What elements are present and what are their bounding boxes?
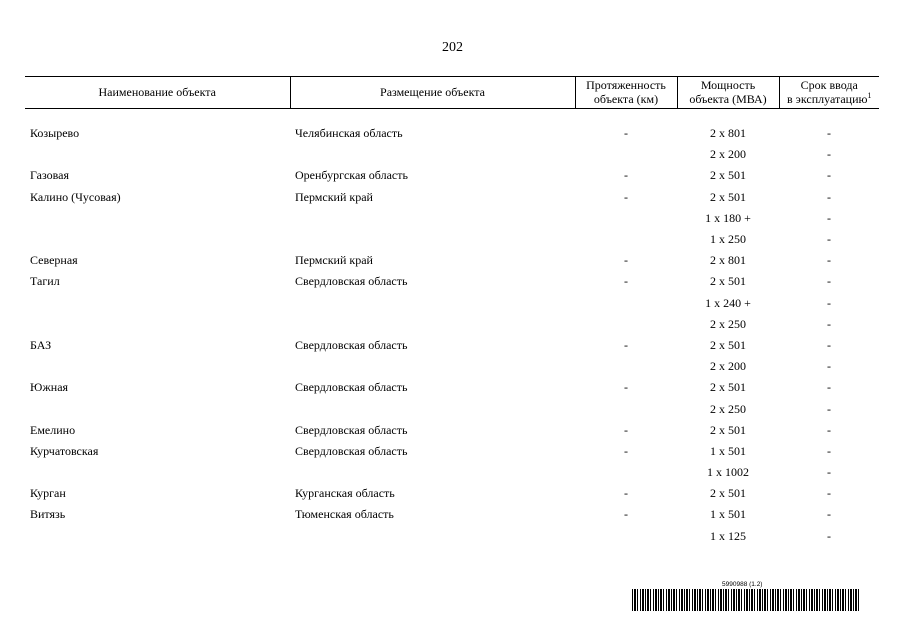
row-capacity: 1 x 250 [710, 232, 746, 247]
row-location: Оренбургская область [295, 168, 408, 183]
table-row [25, 208, 879, 229]
row-name [25, 398, 290, 419]
row-location: Пермский край [295, 189, 373, 204]
barcode-label: 5990988 (1.2) [722, 581, 763, 588]
row-capacity: 1 x 501 [710, 443, 746, 458]
row-name: Козырево [30, 126, 80, 141]
row-date: - [827, 422, 831, 437]
table-row [25, 483, 879, 504]
row-length: - [624, 168, 628, 183]
row-location: Пермский край [295, 253, 373, 268]
header-location: Размещение объекта [290, 77, 575, 109]
row-capacity: 2 x 501 [710, 422, 746, 437]
header-capacity-line2: объекта (МВА) [689, 92, 767, 106]
row-length [575, 526, 677, 547]
row-length: - [624, 380, 628, 395]
row-length: - [624, 337, 628, 352]
row-capacity: 2 x 501 [710, 274, 746, 289]
row-length: - [624, 486, 628, 501]
row-name: Курган [30, 486, 66, 501]
row-date: - [827, 168, 831, 183]
row-name: Тагил [30, 274, 60, 289]
row-capacity: 2 x 200 [710, 147, 746, 162]
table-row [25, 377, 879, 398]
row-capacity: 1 x 180 + [705, 210, 751, 225]
table-row [25, 229, 879, 250]
row-name [25, 462, 290, 483]
row-date: - [827, 274, 831, 289]
row-capacity: 2 x 501 [710, 168, 746, 183]
header-date [779, 77, 879, 109]
row-date: - [827, 401, 831, 416]
row-name: Северная [30, 253, 78, 268]
row-length [575, 144, 677, 165]
header-name: Наименование объекта [25, 77, 290, 109]
row-capacity: 1 x 501 [710, 507, 746, 522]
row-date: - [827, 295, 831, 310]
row-length: - [624, 507, 628, 522]
table-body [25, 109, 879, 547]
row-name: Южная [30, 380, 69, 395]
table-row [25, 187, 879, 208]
barcode [632, 589, 859, 611]
row-capacity: 1 x 1002 [707, 465, 749, 480]
table-row [25, 526, 879, 547]
row-length: - [624, 126, 628, 141]
row-location [290, 398, 575, 419]
row-length: - [624, 189, 628, 204]
row-location: Свердловская область [295, 380, 408, 395]
row-name [25, 208, 290, 229]
row-capacity: 2 x 501 [710, 380, 746, 395]
row-length [575, 293, 677, 314]
row-capacity: 1 x 240 + [705, 295, 751, 310]
row-date: - [827, 443, 831, 458]
row-name [25, 314, 290, 335]
row-length: - [624, 253, 628, 268]
row-location: Свердловская область [295, 274, 408, 289]
table-row [25, 314, 879, 335]
row-capacity: 2 x 801 [710, 126, 746, 141]
row-name: БАЗ [30, 337, 52, 352]
header-length-line1: Протяженность [586, 78, 666, 92]
row-name: Емелино [30, 422, 76, 437]
row-capacity: 2 x 501 [710, 486, 746, 501]
row-capacity: 2 x 250 [710, 401, 746, 416]
table-row [25, 504, 879, 525]
row-name [25, 144, 290, 165]
row-capacity: 2 x 501 [710, 189, 746, 204]
row-capacity: 2 x 200 [710, 359, 746, 374]
row-date: - [827, 486, 831, 501]
table-row [25, 293, 879, 314]
row-date: - [827, 528, 831, 543]
row-name: Витязь [30, 507, 66, 522]
table-row [25, 123, 879, 144]
table-row [25, 335, 879, 356]
row-capacity: 2 x 801 [710, 253, 746, 268]
row-location [290, 314, 575, 335]
table-row [25, 356, 879, 377]
table-row [25, 441, 879, 462]
row-date: - [827, 147, 831, 162]
row-length [575, 462, 677, 483]
row-date: - [827, 232, 831, 247]
row-location [290, 229, 575, 250]
row-location: Свердловская область [295, 422, 408, 437]
row-location: Курганская область [295, 486, 395, 501]
row-date: - [827, 210, 831, 225]
row-location [290, 293, 575, 314]
header-date-line1: Срок ввода [800, 78, 858, 92]
row-location [290, 208, 575, 229]
row-capacity: 2 x 250 [710, 316, 746, 331]
row-length [575, 314, 677, 335]
row-date: - [827, 337, 831, 352]
row-length: - [624, 443, 628, 458]
row-length: - [624, 274, 628, 289]
row-date: - [827, 189, 831, 204]
table-row [25, 250, 879, 271]
row-date: - [827, 316, 831, 331]
row-length [575, 356, 677, 377]
row-location [290, 144, 575, 165]
row-date: - [827, 126, 831, 141]
table-row [25, 398, 879, 419]
row-capacity: 1 x 125 [710, 528, 746, 543]
row-location: Тюменская область [295, 507, 394, 522]
footnote-marker: 1 [867, 91, 872, 100]
row-date: - [827, 253, 831, 268]
row-location [290, 462, 575, 483]
row-date: - [827, 507, 831, 522]
row-location: Челябинская область [295, 126, 403, 141]
row-name [25, 526, 290, 547]
row-date: - [827, 359, 831, 374]
row-length: - [624, 422, 628, 437]
table-row [25, 144, 879, 165]
row-date: - [827, 380, 831, 395]
row-length [575, 229, 677, 250]
table-row [25, 462, 879, 483]
row-location: Свердловская область [295, 443, 408, 458]
row-location [290, 526, 575, 547]
table-row [25, 420, 879, 441]
row-name: Курчатовская [30, 443, 99, 458]
row-name [25, 293, 290, 314]
row-name: Калино (Чусовая) [30, 189, 121, 204]
row-name [25, 229, 290, 250]
row-capacity: 2 x 501 [710, 337, 746, 352]
header-length-line2: объекта (км) [593, 92, 659, 106]
page-number: 202 [442, 40, 463, 55]
row-length [575, 398, 677, 419]
header-date-line2: в эксплуатацию [787, 92, 868, 106]
row-name [25, 356, 290, 377]
table-header-row [25, 77, 879, 109]
row-location: Свердловская область [295, 337, 408, 352]
table-row [25, 165, 879, 186]
header-length [575, 77, 677, 109]
row-length [575, 208, 677, 229]
header-capacity [677, 77, 779, 109]
row-location [290, 356, 575, 377]
row-date: - [827, 465, 831, 480]
objects-table [25, 76, 879, 547]
table-row [25, 271, 879, 292]
header-capacity-line1: Мощность [700, 78, 756, 92]
spacer-row [25, 109, 879, 124]
row-name: Газовая [30, 168, 69, 183]
